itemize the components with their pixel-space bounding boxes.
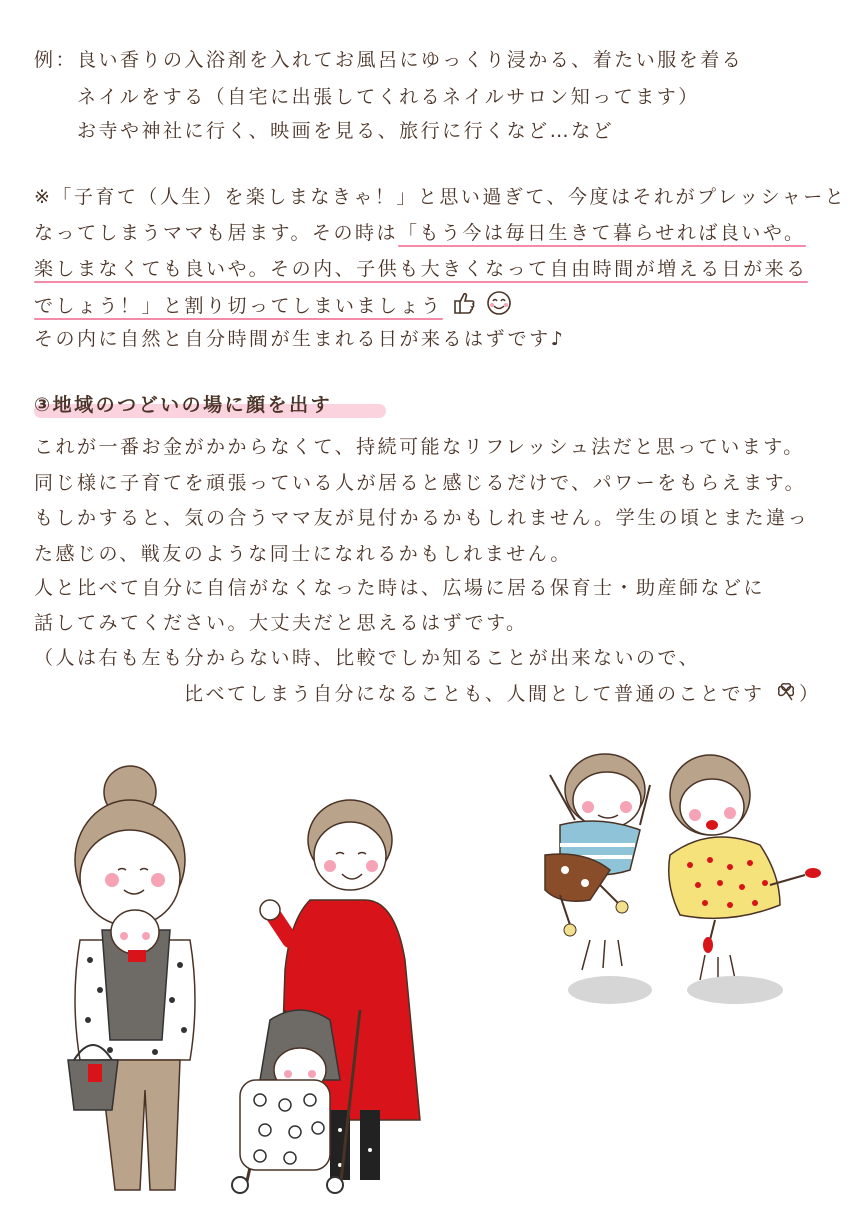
clover-icon: [773, 680, 799, 709]
note-line-2: [34, 220, 806, 246]
body-line-3: もしかすると、気の合うママ友が見付かるかもしれません。学生の頃とまた違っ: [34, 507, 810, 529]
note-highlight-end: でしょう！」と割り切ってしまいましょう: [34, 295, 443, 317]
intro-line-2: ネイルをする（自宅に出張してくれるネイルサロン知ってます）: [77, 86, 700, 108]
note-line-5: その内に自然と自分時間が生まれる日が来るはずです♪: [34, 328, 566, 350]
intro-line-1: 例：良い香りの入浴剤を入れてお風呂にゆっくり浸かる、着たい服を着る: [34, 49, 744, 71]
note-line-2-plain: なってしまうママも居ます。その時は: [34, 222, 398, 244]
section-title: [34, 392, 332, 418]
mother-with-stroller: [232, 800, 420, 1193]
intro-line-3: お寺や神社に行く、映画を見る、旅行に行くなど…など: [77, 120, 615, 142]
body-line-8-text: 比べてしまう自分になることも、人間として普通のことです: [184, 683, 765, 705]
illustration-mothers: [60, 760, 460, 1200]
illustration-jumping-children: [530, 745, 840, 1015]
jumping-girl: [669, 755, 821, 1004]
body-line-7: （人は右も左も分からない時、比較でしか知ることが出来ないので、: [34, 647, 701, 669]
body-line-8: [184, 680, 821, 709]
body-line-8-end: ）: [799, 683, 821, 705]
note-highlight-start: 「もう今は毎日生きて暮らせれば良いや。: [397, 222, 806, 244]
body-line-4: た感じの、戦友のような同士になれるかもしれません。: [34, 543, 572, 565]
body-line-2: 同じ様に子育てを頑張っている人が居ると感じるだけで、パワーをもらえます。: [34, 472, 807, 494]
section-title-text: 地域のつどいの場に顔を出す: [52, 394, 333, 416]
note-line-1: ※「子育て（人生）を楽しまなきゃ！」と思い過ぎて、今度はそれがプレッシャーと: [34, 186, 847, 208]
thumbs-up-icon: [451, 291, 477, 322]
body-line-1: これが一番お金がかからなくて、持続可能なリフレッシュ法だと思っています。: [34, 436, 805, 458]
smile-icon: [486, 290, 512, 323]
note-line-4: [34, 290, 512, 323]
note-highlight-middle: 楽しまなくても良いや。その内、子供も大きくなって自由時間が増える日が来る: [34, 258, 808, 280]
body-line-6: 話してみてください。大丈夫だと思えるはずです。: [34, 612, 528, 634]
mother-with-baby-carrier: [68, 766, 195, 1190]
note-line-3: [34, 256, 808, 282]
body-line-5: 人と比べて自分に自信がなくなった時は、広場に居る保育士・助産師などに: [34, 577, 766, 599]
section-number: ③: [34, 394, 53, 416]
jumping-boy: [545, 754, 652, 1004]
